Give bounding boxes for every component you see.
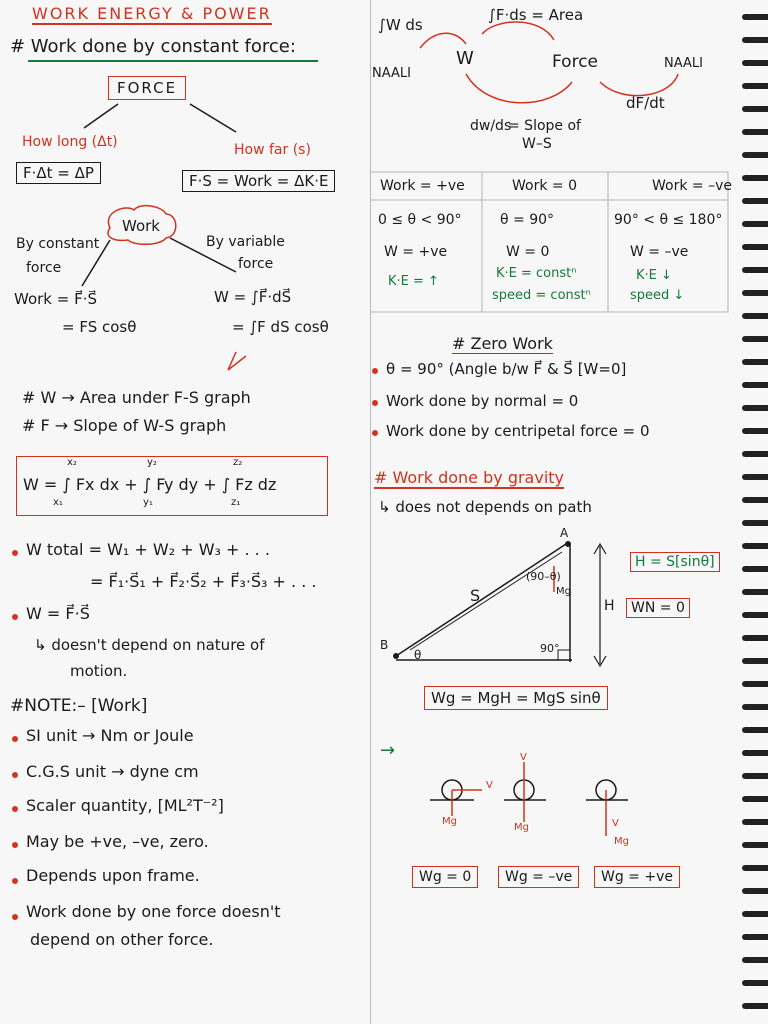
bullet <box>12 806 18 812</box>
spiral-ring <box>742 359 768 365</box>
ball-mg-label: Mg <box>614 836 629 847</box>
note-title: #NOTE:– [Work] <box>10 696 148 716</box>
naali-left-label: NAALI <box>372 66 411 81</box>
spiral-ring <box>742 980 768 986</box>
integral-area-label: ∫F·ds = Area <box>488 6 584 24</box>
spiral-ring <box>742 14 768 20</box>
note-item: May be +ve, –ve, zero. <box>26 832 209 851</box>
table-cell: K·E = constⁿ <box>496 266 577 281</box>
ball-v-label: V <box>520 752 527 763</box>
spiral-ring <box>742 175 768 181</box>
gravity-title: # Work done by gravity <box>374 468 565 487</box>
by-variable-label: By variable <box>206 234 285 250</box>
area-graph-line: # W → Area under F-S graph <box>22 388 251 407</box>
table-header: Work = 0 <box>512 178 577 194</box>
note-item: SI unit → Nm or Joule <box>26 726 194 745</box>
spiral-ring <box>742 658 768 664</box>
spiral-ring <box>742 911 768 917</box>
w-letter: W <box>456 48 474 69</box>
zero-work-title: # Zero Work <box>452 334 553 353</box>
table-header: Work = –ve <box>652 178 732 194</box>
spiral-ring <box>742 888 768 894</box>
ball-v-label: V <box>486 780 493 791</box>
point-b-label: B <box>380 638 389 652</box>
force-label-2: force <box>238 256 274 272</box>
limit-z1: z₁ <box>231 497 241 508</box>
heading-constant-force: # Work done by constant force: <box>10 36 296 57</box>
note-item: C.G.S unit → dyne cm <box>26 762 199 781</box>
how-long-label: How long (Δt) <box>22 134 118 150</box>
slope-of-label: = Slope of <box>508 118 581 134</box>
work-eq-variable: W = ∫F⃗·dS⃗ <box>214 288 292 306</box>
how-far-label: How far (s) <box>234 142 311 158</box>
note-item: depend on other force. <box>30 930 214 949</box>
bullet <box>12 736 18 742</box>
limit-x2: x₂ <box>67 457 77 468</box>
table-cell: θ = 90° <box>500 212 555 228</box>
spiral-ring <box>742 221 768 227</box>
note-item: Work done by one force doesn't <box>26 902 281 921</box>
spiral-ring <box>742 313 768 319</box>
table-cell: W = +ve <box>384 244 448 260</box>
table-header: Work = +ve <box>380 178 465 194</box>
zero-work-item: Work done by centripetal force = 0 <box>386 422 650 440</box>
spiral-ring <box>742 106 768 112</box>
arrow-marker: → <box>380 740 396 761</box>
spiral-ring <box>742 336 768 342</box>
bullet <box>12 550 18 556</box>
bullet <box>12 914 18 920</box>
spiral-ring <box>742 1003 768 1009</box>
zero-work-item: θ = 90° (Angle b/w F⃗ & S⃗ [W=0] <box>386 360 627 378</box>
spiral-ring <box>742 497 768 503</box>
integral-w-ds: ∫W ds <box>378 16 423 34</box>
df-dt-label: dF/dt <box>626 94 665 112</box>
work-eq-variable-cos: = ∫F dS cosθ <box>232 318 329 336</box>
spiral-ring <box>742 290 768 296</box>
w-total-line1: W total = W₁ + W₂ + W₃ + . . . <box>26 540 270 559</box>
spiral-ring <box>742 451 768 457</box>
bullet <box>372 430 378 436</box>
page-title: WORK ENERGY & POWER <box>32 4 272 23</box>
spiral-ring <box>742 704 768 710</box>
spiral-ring <box>742 842 768 848</box>
table-cell: W = –ve <box>630 244 689 260</box>
spiral-ring <box>742 681 768 687</box>
work-eq-constant: Work = F⃗·S⃗ <box>14 290 98 308</box>
ball-mg-label: Mg <box>514 822 529 833</box>
work-energy-box: F·S = Work = ΔK·E <box>182 170 335 192</box>
bottom-angle-label: θ <box>414 648 422 662</box>
ball-v-label: V <box>612 818 619 829</box>
spiral-ring <box>742 83 768 89</box>
slope-graph-line: # F → Slope of W-S graph <box>22 416 227 435</box>
spiral-ring <box>742 60 768 66</box>
spiral-ring <box>742 934 768 940</box>
by-constant-label: By constant <box>16 236 100 252</box>
ws-label: W–S <box>522 136 552 152</box>
work-eq-cos: = FS cosθ <box>62 318 137 336</box>
force-label: force <box>26 260 62 276</box>
nature-line1: ↳ doesn't depend on nature of <box>34 636 265 654</box>
slope-s-label: S <box>470 586 481 605</box>
table-cell: 0 ≤ θ < 90° <box>378 212 462 228</box>
bullet <box>372 368 378 374</box>
incline-mg-label: Mg <box>556 586 571 597</box>
note-item: Depends upon frame. <box>26 866 200 885</box>
nature-line2: motion. <box>70 662 128 680</box>
wg-case-box: Wg = –ve <box>498 866 579 888</box>
wg-case-box: Wg = +ve <box>594 866 680 888</box>
spiral-ring <box>742 566 768 572</box>
spiral-ring <box>742 198 768 204</box>
bullet <box>372 400 378 406</box>
top-angle-label: (90–θ) <box>526 570 561 583</box>
w-total-line2: = F⃗₁·S⃗₁ + F⃗₂·S⃗₂ + F⃗₃·S⃗₃ + . . . <box>90 572 317 591</box>
spiral-ring <box>742 37 768 43</box>
dw-ds-label: dw/ds <box>470 118 512 134</box>
spiral-ring <box>742 244 768 250</box>
table-cell: K·E = ↑ <box>388 274 439 289</box>
right-angle-label: 90° <box>540 642 560 655</box>
spiral-ring <box>742 405 768 411</box>
wg-equation-box: Wg = MgH = MgS sinθ <box>424 686 608 710</box>
table-cell: speed = constⁿ <box>492 288 591 303</box>
spiral-ring <box>742 865 768 871</box>
limit-z2: z₂ <box>233 457 243 468</box>
bullet <box>12 878 18 884</box>
spiral-ring <box>742 520 768 526</box>
spiral-ring <box>742 612 768 618</box>
force-box: FORCE <box>108 76 186 100</box>
spiral-ring <box>742 727 768 733</box>
spiral-ring <box>742 129 768 135</box>
h-equation-box: H = S[sinθ] <box>630 552 720 572</box>
bullet <box>12 614 18 620</box>
spiral-ring <box>742 474 768 480</box>
spiral-ring <box>742 428 768 434</box>
integral-box <box>16 456 328 516</box>
limit-y2: y₂ <box>147 457 157 468</box>
zero-work-item: Work done by normal = 0 <box>386 392 579 410</box>
spiral-ring <box>742 152 768 158</box>
force-word: Force <box>552 52 598 72</box>
work-cloud-label: Work <box>122 217 160 235</box>
height-h-label: H <box>604 598 615 614</box>
spiral-ring <box>742 382 768 388</box>
wg-case-box: Wg = 0 <box>412 866 478 888</box>
gravity-subtitle: ↳ does not depends on path <box>378 498 592 516</box>
naali-right-label: NAALI <box>664 56 703 71</box>
point-a-label: A <box>560 526 569 540</box>
table-cell: 90° < θ ≤ 180° <box>614 212 723 228</box>
ball-mg-label: Mg <box>442 816 457 827</box>
integral-expression: W = ∫ Fx dx + ∫ Fy dy + ∫ Fz dz <box>23 475 277 494</box>
spiral-ring <box>742 635 768 641</box>
bullet <box>12 842 18 848</box>
note-item: Scaler quantity, [ML²T⁻²] <box>26 796 224 815</box>
spiral-binding <box>732 0 768 1024</box>
limit-x1: x₁ <box>53 497 63 508</box>
table-cell: W = 0 <box>506 244 550 260</box>
spiral-ring <box>742 750 768 756</box>
spiral-ring <box>742 773 768 779</box>
spiral-ring <box>742 819 768 825</box>
spiral-ring <box>742 589 768 595</box>
limit-y1: y₁ <box>143 497 153 508</box>
table-cell: K·E ↓ <box>636 268 672 283</box>
wn-box: WN = 0 <box>626 598 690 618</box>
spiral-ring <box>742 796 768 802</box>
spiral-ring <box>742 267 768 273</box>
table-cell: speed ↓ <box>630 288 685 303</box>
spiral-ring <box>742 957 768 963</box>
bullet <box>12 772 18 778</box>
impulse-box: F·Δt = ΔP <box>16 162 101 184</box>
spiral-ring <box>742 543 768 549</box>
w-equation: W = F⃗·S⃗ <box>26 604 90 623</box>
